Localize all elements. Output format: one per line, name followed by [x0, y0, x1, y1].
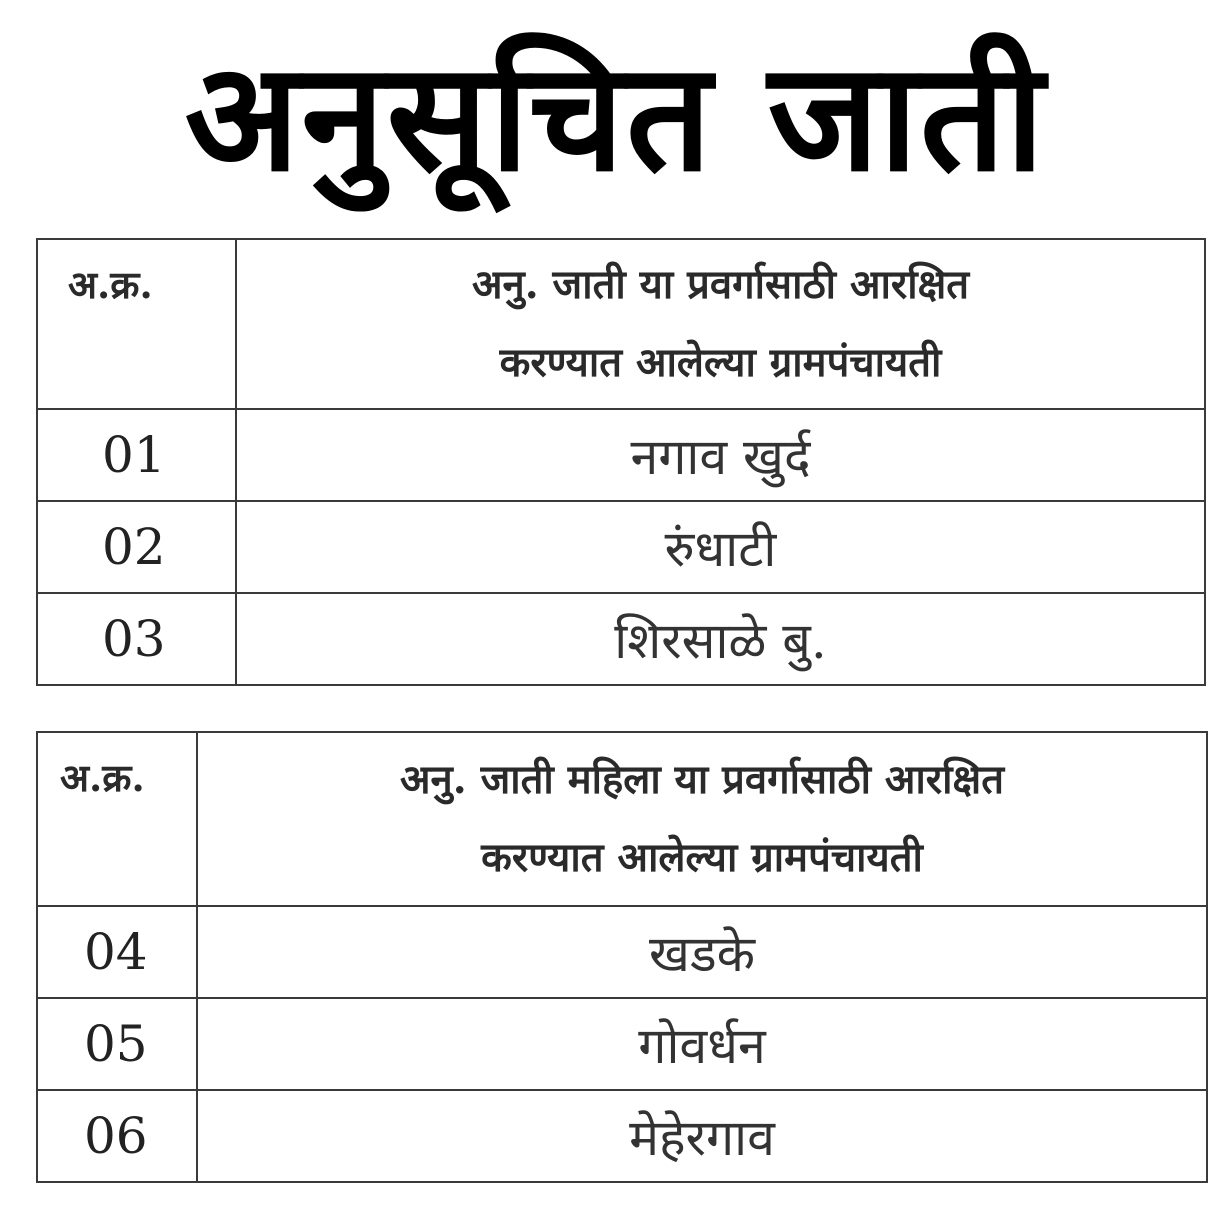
header-line-2: करण्यात आलेल्या ग्रामपंचायती — [481, 834, 923, 881]
page-title: अनुसूचित जाती — [184, 31, 1047, 205]
serial-number: 05 — [37, 998, 197, 1090]
serial-column-header: अ.क्र. — [37, 732, 197, 906]
serial-number: 01 — [37, 409, 236, 501]
table-row — [37, 409, 1205, 501]
table-header-row — [37, 732, 1207, 906]
serial-column-header: अ.क्र. — [37, 239, 236, 409]
serial-number: 02 — [37, 501, 236, 593]
gram-panchayat-column-header — [236, 239, 1205, 409]
table-row — [37, 1090, 1207, 1182]
gram-panchayat-column-header — [197, 732, 1207, 906]
serial-number: 06 — [37, 1090, 197, 1182]
gram-panchayat-name: नगाव खुर्द — [236, 409, 1205, 501]
table-header-row — [37, 239, 1205, 409]
table-row — [37, 906, 1207, 998]
gram-panchayat-name: मेहेरगाव — [197, 1090, 1207, 1182]
table-row — [37, 501, 1205, 593]
reservation-table-sc-women — [36, 731, 1208, 1183]
header-line-2: करण्यात आलेल्या ग्रामपंचायती — [499, 339, 942, 386]
gram-panchayat-name: रुंधाटी — [236, 501, 1205, 593]
gram-panchayat-name: गोवर्धन — [197, 998, 1207, 1090]
table-row — [37, 998, 1207, 1090]
serial-number: 03 — [37, 593, 236, 685]
gram-panchayat-name: शिरसाळे बु. — [236, 593, 1205, 685]
gram-panchayat-name: खडके — [197, 906, 1207, 998]
serial-number: 04 — [37, 906, 197, 998]
reservation-table-sc — [36, 238, 1206, 686]
table-row — [37, 593, 1205, 685]
header-line-1: अनु. जाती या प्रवर्गासाठी आरक्षित — [471, 261, 970, 308]
header-line-1: अनु. जाती महिला या प्रवर्गासाठी आरक्षित — [399, 756, 1005, 803]
